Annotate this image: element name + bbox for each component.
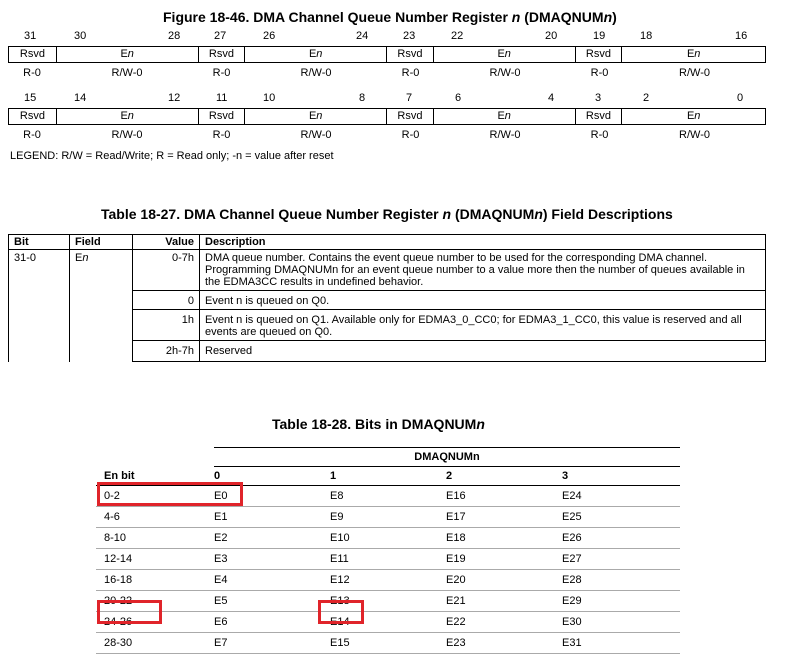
bit-number: 26 — [263, 30, 276, 42]
bit-number: 24 — [356, 30, 369, 42]
access-cell: R/W-0 — [300, 129, 332, 141]
cell: E11 — [330, 549, 446, 570]
access-cell: R-0 — [590, 67, 609, 79]
bit-number: 14 — [74, 92, 87, 104]
access-cell: R-0 — [401, 67, 420, 79]
field-cell: En — [57, 47, 199, 62]
cell: 28-30 — [96, 633, 214, 654]
bit-number: 6 — [455, 92, 462, 104]
cell: 20-22 — [96, 591, 214, 612]
cell: E4 — [214, 570, 330, 591]
table-row — [96, 507, 680, 528]
cell: E31 — [562, 633, 680, 654]
bit-number: 10 — [263, 92, 276, 104]
field-cell: En — [245, 47, 387, 62]
bit-number: 0 — [737, 92, 744, 104]
cell: E2 — [214, 528, 330, 549]
bit-number: 11 — [216, 92, 228, 104]
cell: E23 — [446, 633, 562, 654]
bit-cell: 31-0 — [9, 250, 70, 362]
description-cell: Reserved — [200, 341, 766, 362]
col-header: 1 — [330, 467, 446, 486]
col-header: 3 — [562, 467, 680, 486]
bit-number: 30 — [74, 30, 87, 42]
field-cell: En — [70, 250, 133, 362]
description-cell: DMA queue number. Contains the event queue number to be used for the corresponding DMA channel. Programming DMAQNUMn for an event queue number to a value more then the number of queues available in the EDMA3CC results in undefined behavior. — [200, 250, 766, 291]
bit-number: 22 — [451, 30, 464, 42]
access-cell: R-0 — [590, 129, 609, 141]
highlight-box-24-26 — [97, 600, 162, 624]
field-cell: En — [57, 109, 199, 124]
highlight-box-e14 — [318, 600, 364, 624]
field-cell: Rsvd — [576, 109, 623, 124]
bit-number: 8 — [359, 92, 366, 104]
field-cell: Rsvd — [387, 109, 434, 124]
bit-number: 19 — [593, 30, 606, 42]
table-row — [96, 591, 680, 612]
access-cell: R/W-0 — [111, 67, 143, 79]
access-cell: R-0 — [212, 67, 231, 79]
bits-table — [96, 447, 680, 654]
cell: E1 — [214, 507, 330, 528]
cell: E17 — [446, 507, 562, 528]
cell: E22 — [446, 612, 562, 633]
register-top-access — [8, 67, 766, 79]
access-cell: R/W-0 — [111, 129, 143, 141]
value-cell: 0 — [133, 291, 200, 310]
register-bottom-fields — [8, 108, 766, 125]
cell: E7 — [214, 633, 330, 654]
bit-number: 4 — [548, 92, 555, 104]
access-cell: R-0 — [401, 129, 420, 141]
cell: E25 — [562, 507, 680, 528]
register-bottom-access — [8, 129, 766, 141]
cell: E16 — [446, 486, 562, 507]
col-header: En bit — [96, 467, 214, 486]
cell: E10 — [330, 528, 446, 549]
cell: E26 — [562, 528, 680, 549]
cell: 4-6 — [96, 507, 214, 528]
bit-number: 15 — [24, 92, 37, 104]
cell: 24-26 — [96, 612, 214, 633]
field-cell: Rsvd — [199, 47, 246, 62]
cell: E5 — [214, 591, 330, 612]
col-header: Description — [200, 235, 766, 250]
register-top-fields — [8, 46, 766, 63]
table-row — [96, 528, 680, 549]
value-cell: 2h-7h — [133, 341, 200, 362]
col-header: 0 — [214, 467, 330, 486]
legend: LEGEND: R/W = Read/Write; R = Read only; -n = value after reset — [10, 150, 334, 162]
access-cell: R/W-0 — [679, 67, 710, 79]
table-row — [96, 570, 680, 591]
access-cell: R/W-0 — [300, 67, 332, 79]
bit-number: 3 — [595, 92, 602, 104]
cell: E12 — [330, 570, 446, 591]
field-cell: En — [686, 110, 701, 122]
bit-number: 2 — [643, 92, 650, 104]
bit-number: 7 — [406, 92, 413, 104]
cell: E8 — [330, 486, 446, 507]
cell: E21 — [446, 591, 562, 612]
col-header: Field — [70, 235, 133, 250]
access-cell: R/W-0 — [679, 129, 710, 141]
cell: 8-10 — [96, 528, 214, 549]
cell: 0-2 — [96, 486, 214, 507]
field-cell: Rsvd — [387, 47, 434, 62]
description-cell: Event n is queued on Q1. Available only for EDMA3_0_CC0; for EDMA3_1_CC0, this value is reserved and all events are queued on Q0. — [200, 310, 766, 341]
field-cell: En — [245, 109, 387, 124]
bit-number: 16 — [735, 30, 748, 42]
highlight-box-row-0-2 — [97, 482, 243, 506]
bit-number: 23 — [403, 30, 416, 42]
table-row — [96, 633, 680, 654]
table27-title: Table 18-27. DMA Channel Queue Number Register n (DMAQNUMn) Field Descriptions — [101, 206, 673, 222]
field-cell: Rsvd — [9, 109, 57, 124]
col-header: Value — [133, 235, 200, 250]
cell: E20 — [446, 570, 562, 591]
field-cell: Rsvd — [199, 109, 246, 124]
cell: E29 — [562, 591, 680, 612]
bit-number: 31 — [24, 30, 37, 42]
bit-number: 18 — [640, 30, 653, 42]
cell: E14 — [330, 612, 446, 633]
cell: E9 — [330, 507, 446, 528]
cell: E30 — [562, 612, 680, 633]
cell: E18 — [446, 528, 562, 549]
cell: E13 — [330, 591, 446, 612]
figure-title: Figure 18-46. DMA Channel Queue Number Register n (DMAQNUMn) — [163, 9, 617, 25]
blank-header — [96, 448, 214, 467]
bit-number: 20 — [545, 30, 558, 42]
cell: 16-18 — [96, 570, 214, 591]
field-cell: En — [686, 48, 701, 60]
access-cell: R-0 — [23, 67, 41, 79]
cell: 12-14 — [96, 549, 214, 570]
access-cell: R-0 — [212, 129, 231, 141]
cell: E3 — [214, 549, 330, 570]
bit-number: 27 — [214, 30, 227, 42]
field-cell: Rsvd — [576, 47, 623, 62]
group-header: DMAQNUMn — [214, 448, 680, 467]
col-header: Bit — [9, 235, 70, 250]
bit-number: 28 — [168, 30, 181, 42]
field-cell: En — [434, 109, 576, 124]
description-cell: Event n is queued on Q0. — [200, 291, 766, 310]
value-cell: 1h — [133, 310, 200, 341]
cell: E6 — [214, 612, 330, 633]
cell: E19 — [446, 549, 562, 570]
access-cell: R-0 — [23, 129, 41, 141]
cell: E27 — [562, 549, 680, 570]
cell: E24 — [562, 486, 680, 507]
access-cell: R/W-0 — [489, 129, 521, 141]
field-cell: Rsvd — [9, 47, 57, 62]
cell: E28 — [562, 570, 680, 591]
field-descriptions-table — [8, 234, 766, 362]
col-header: 2 — [446, 467, 562, 486]
table-row — [96, 549, 680, 570]
cell: E15 — [330, 633, 446, 654]
value-cell: 0-7h — [133, 250, 200, 291]
table-row — [96, 612, 680, 633]
table28-title: Table 18-28. Bits in DMAQNUMn — [272, 416, 485, 432]
cell: E0 — [214, 486, 330, 507]
field-cell: En — [434, 47, 576, 62]
access-cell: R/W-0 — [489, 67, 521, 79]
bit-number: 12 — [168, 92, 181, 104]
